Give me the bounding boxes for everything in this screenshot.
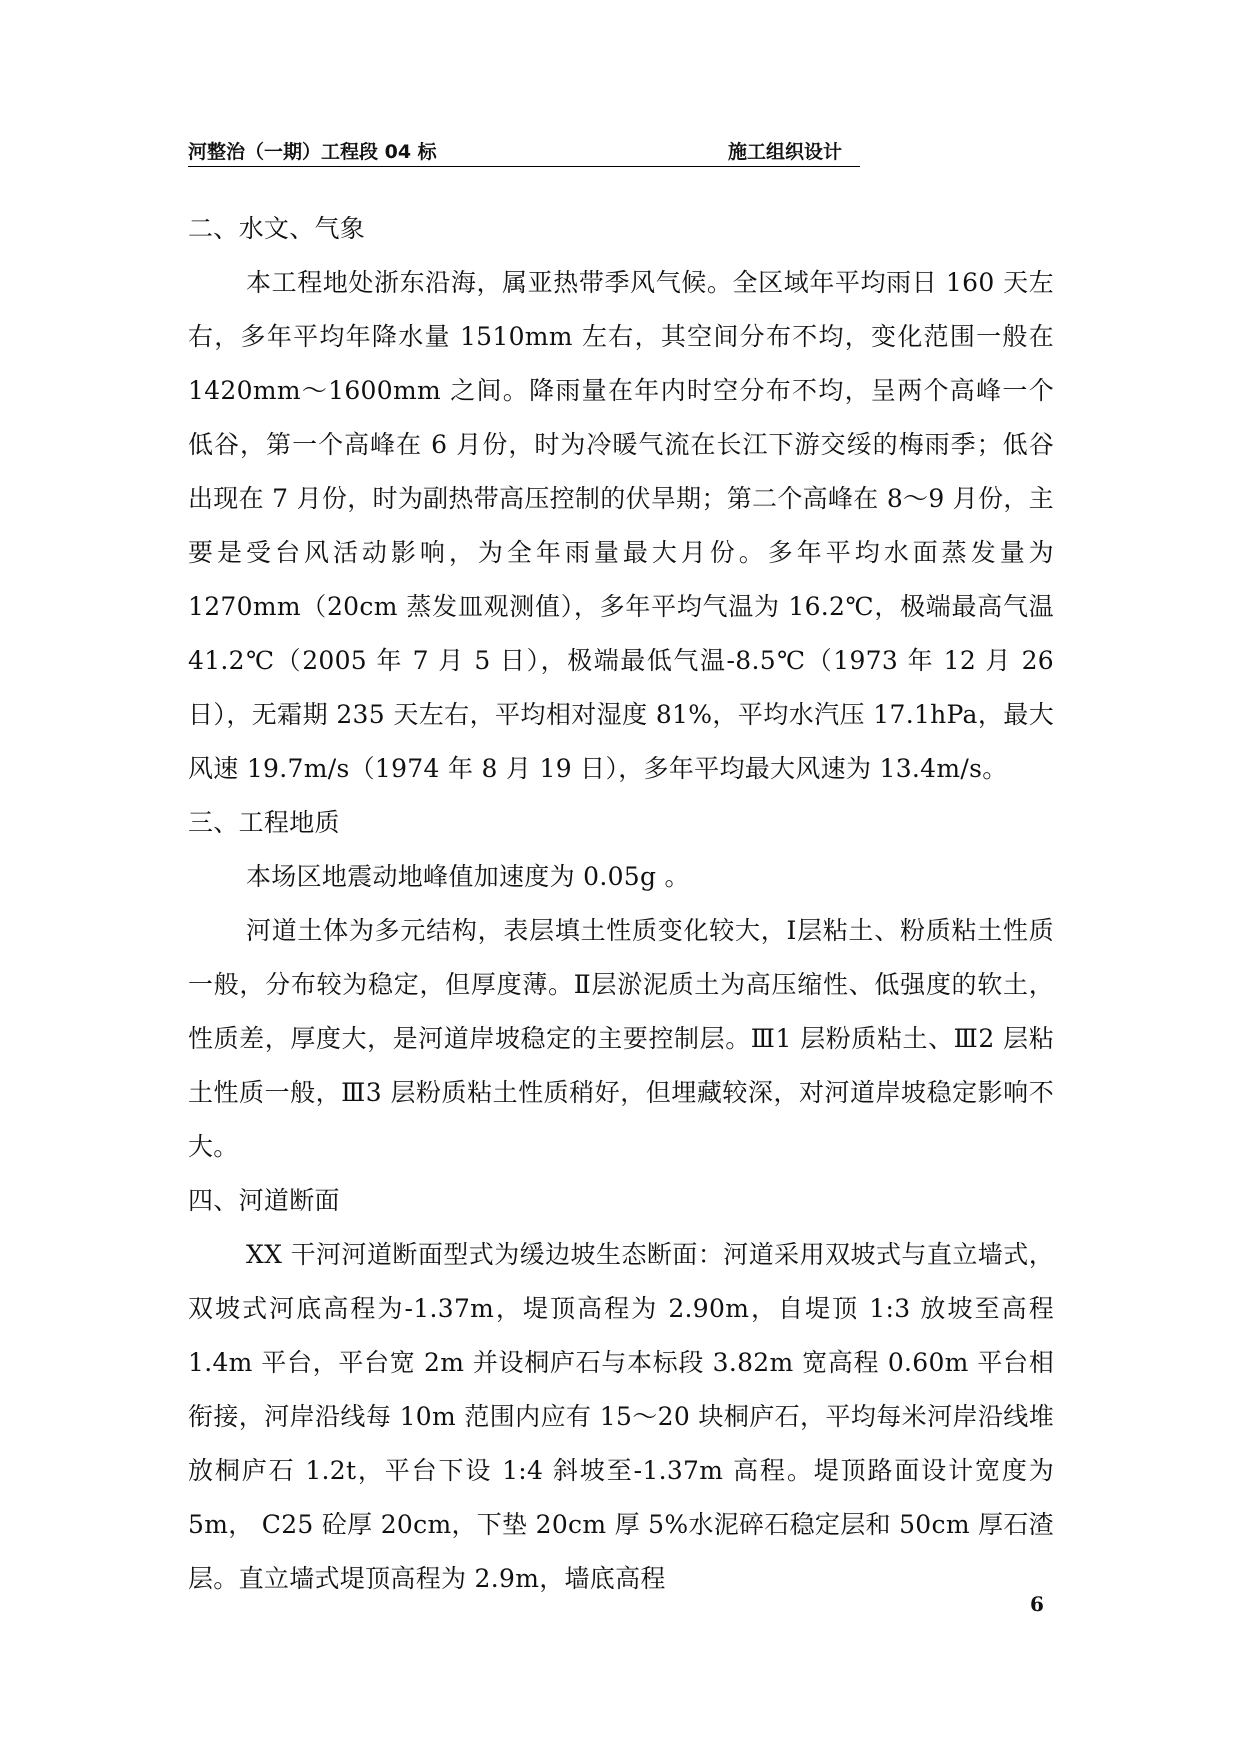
header-document-type: 施工组织设计 — [728, 141, 843, 163]
section-heading-hydrology: 二、水文、气象 — [188, 214, 366, 243]
paragraph-river-section: XX 干河河道断面型式为缓边坡生态断面：河道采用双坡式与直立墙式，双坡式河底高程为-1.37m，堤顶高程为 2.90m，自堤顶 1:3 放坡至高程 1.4m 平台，平台宽 2m 并设桐庐石与本标段 3.82m 宽高程 0.60m 平台相衔接，河岸沿线每 10m 范围内应有 15～20 块桐庐石，平均每米河岸沿线堆放桐庐石 1.2t，平台下设 1:4 斜坡至-1.37m 高程。堤顶路面设计宽度为 5m， C25 砼厚 20cm，下垫 20cm 厚 5%水泥碎石稳定层和 50cm 厚石渣层。直立墙式堤顶高程为 2.9m，墙底高程 — [188, 1240, 1054, 1593]
paragraph-seismic: 本场区地震动地峰值加速度为 0.05g 。 — [246, 862, 690, 891]
document-body — [188, 202, 1054, 1606]
section-heading-river-section: 四、河道断面 — [188, 1186, 340, 1215]
page-number: 6 — [1030, 1592, 1044, 1616]
header-project-title: 河整治（一期）工程段 04 标 — [188, 141, 437, 163]
section-heading-geology: 三、工程地质 — [188, 808, 340, 837]
paragraph-hydrology-climate: 本工程地处浙东沿海，属亚热带季风气候。全区域年平均雨日 160 天左右，多年平均年降水量 1510mm 左右，其空间分布不均，变化范围一般在 1420mm～1600mm 之间。降雨量在年内时空分布不均，呈两个高峰一个低谷，第一个高峰在 6 月份，时为冷暖气流在长江下游交绥的梅雨季；低谷出现在 7 月份，时为副热带高压控制的伏旱期；第二个高峰在 8～9 月份，主要是受台风活动影响，为全年雨量最大月份。多年平均水面蒸发量为 1270mm（20cm 蒸发皿观测值），多年平均气温为 16.2℃，极端最高气温 41.2℃（2005 年 7 月 5 日），极端最低气温-8.5℃（1973 年 12 月 26 日），无霜期 235 天左右，平均相对湿度 81%，平均水汽压 17.1hPa，最大风速 19.7m/s（1974 年 8 月 19 日），多年平均最大风速为 13.4m/s。 — [188, 268, 1054, 783]
page-header — [188, 140, 860, 167]
paragraph-soil-layers: 河道土体为多元结构，表层填土性质变化较大，Ⅰ层粘土、粉质粘土性质一般，分布较为稳定，但厚度薄。Ⅱ层淤泥质土为高压缩性、低强度的软土，性质差，厚度大，是河道岸坡稳定的主要控制层。Ⅲ1 层粉质粘土、Ⅲ2 层粘土性质一般，Ⅲ3 层粉质粘土性质稍好，但埋藏较深，对河道岸坡稳定影响不大。 — [188, 916, 1054, 1161]
